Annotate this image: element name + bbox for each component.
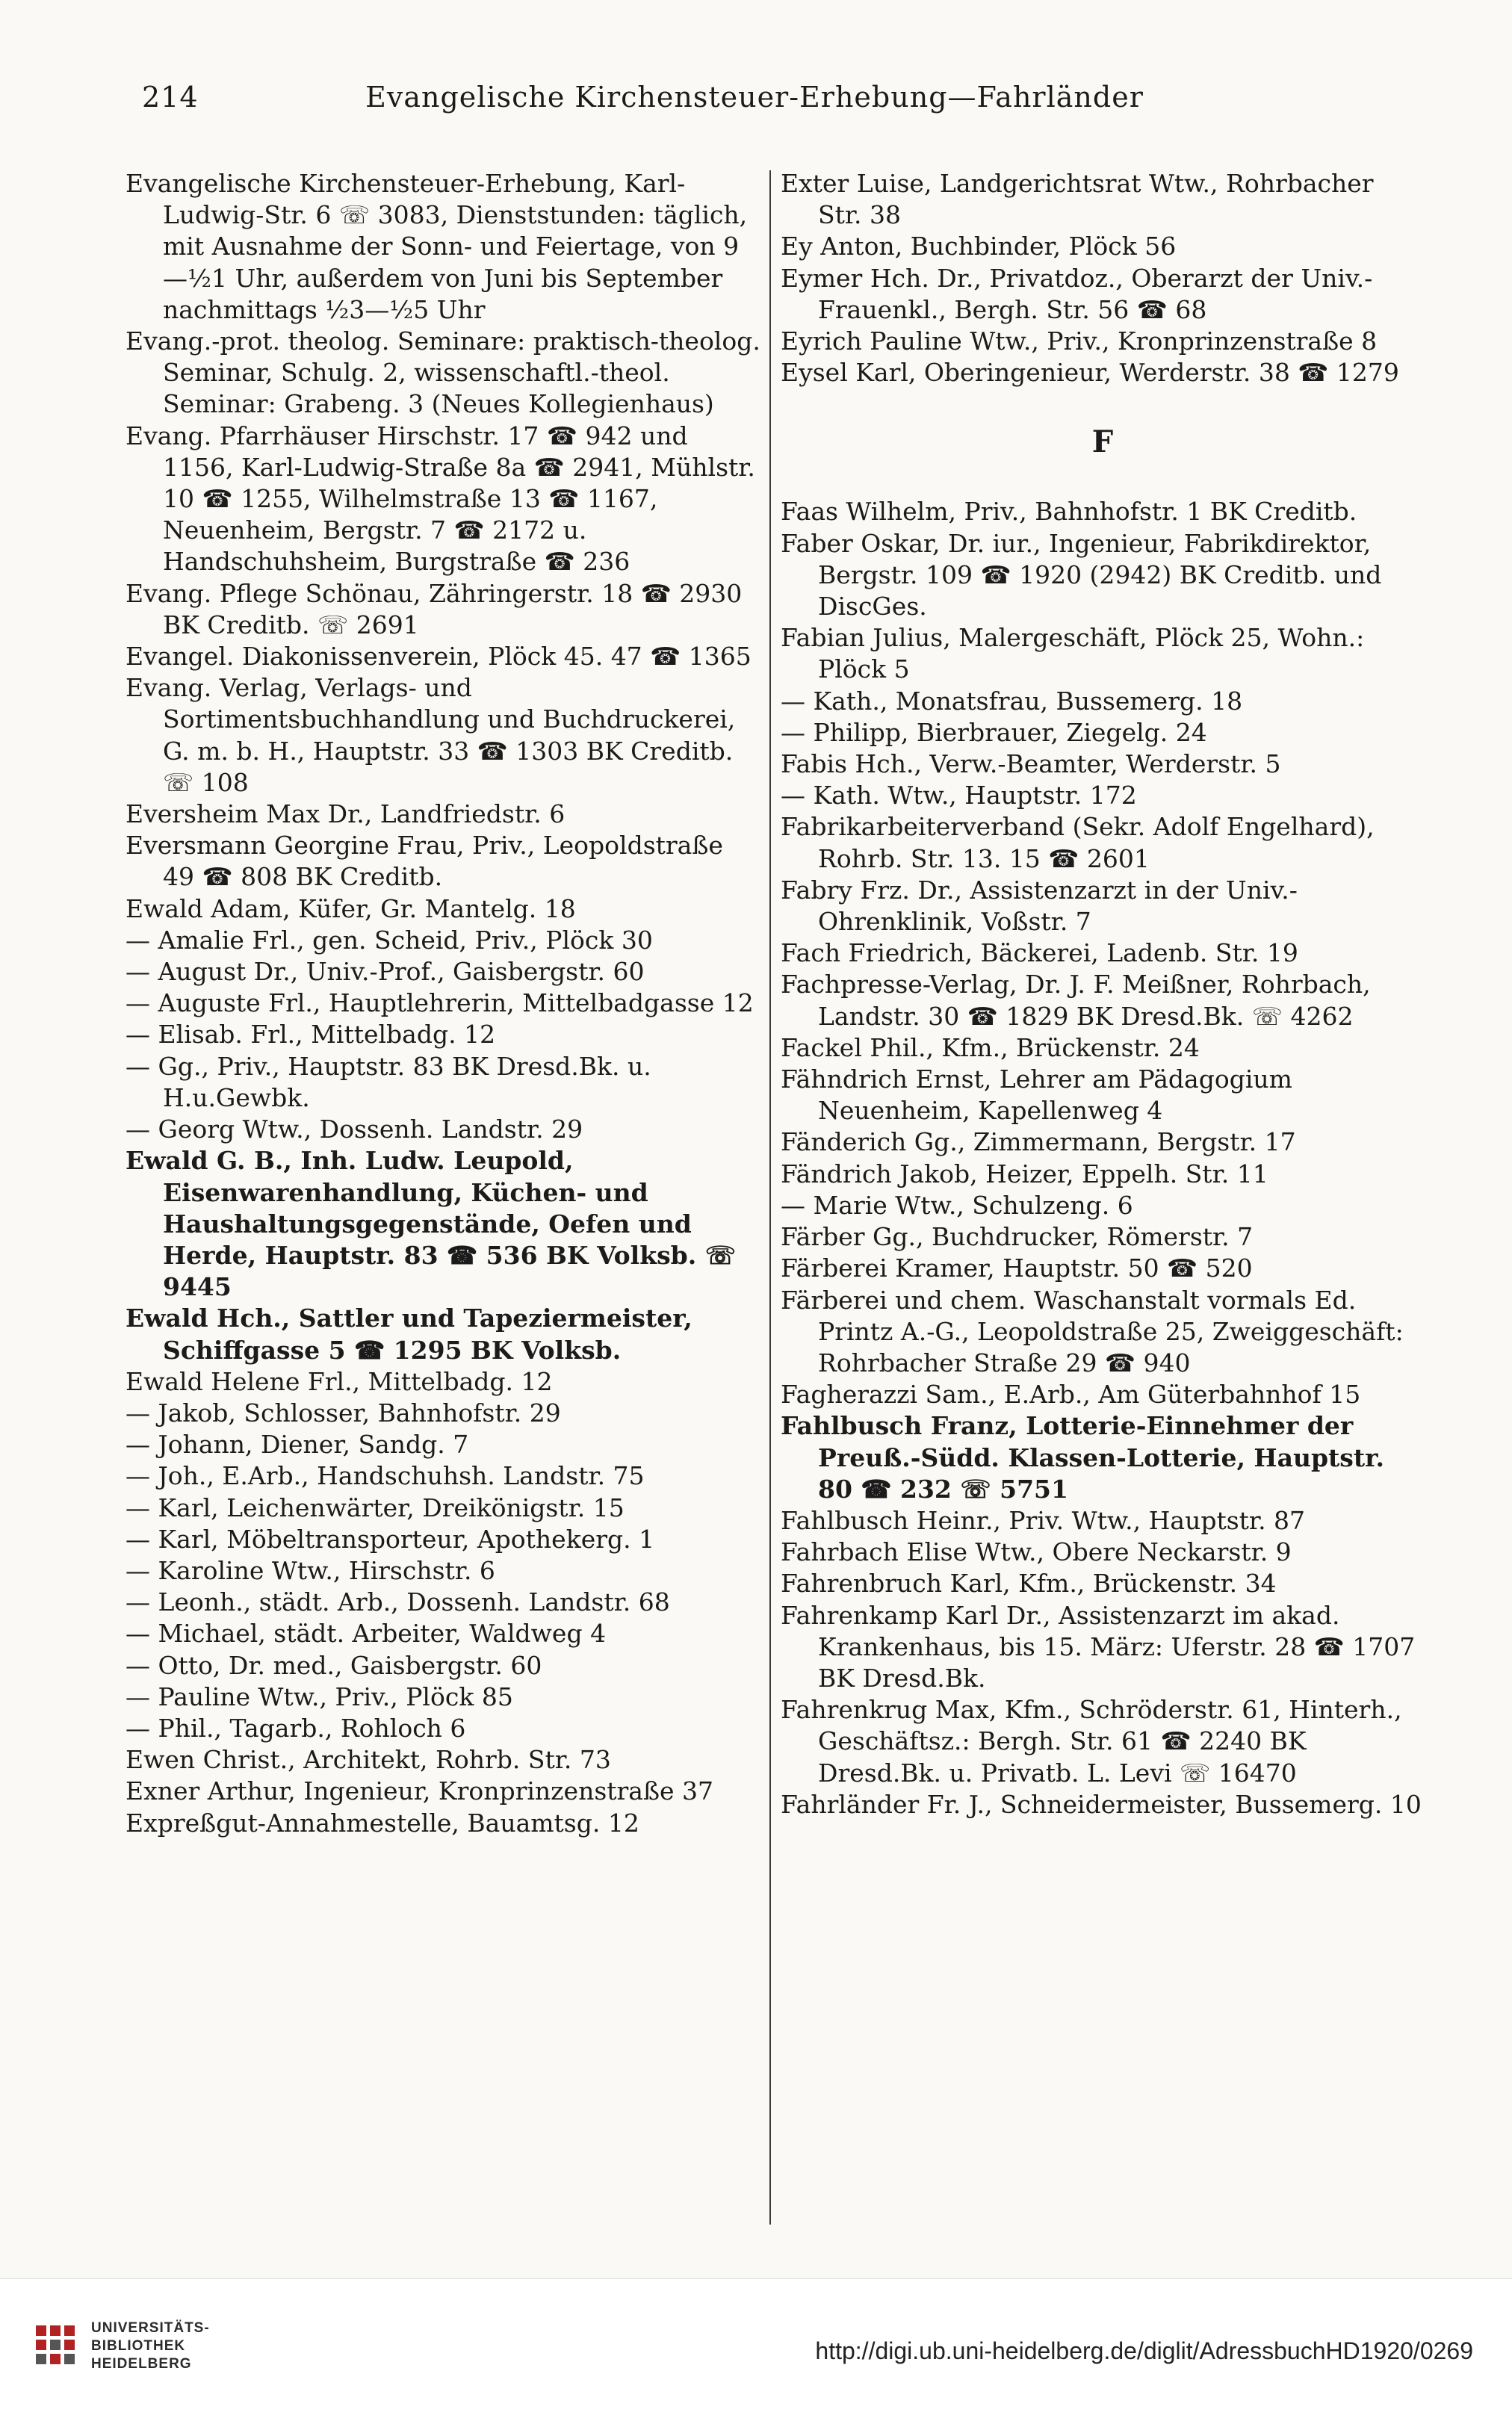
- directory-entry: — Elisab. Frl., Mittelbadg. 12: [126, 1020, 496, 1050]
- directory-entry: Evangel. Diakonissenverein, Plöck 45. 47 ☎ 1365: [126, 642, 752, 672]
- left-column: [126, 168, 760, 1839]
- directory-entry: Eyrich Pauline Wtw., Priv., Kronprinzenstraße 8: [781, 326, 1378, 356]
- directory-entry: Färberei Kramer, Hauptstr. 50 ☎ 520: [781, 1253, 1253, 1283]
- directory-entry: Evang. Verlag, Verlags- und Sortimentsbuchhandlung und Buchdruckerei, G. m. b. H., Hauptstr. 33 ☎ 1303 BK Creditb. ☏ 108: [126, 673, 736, 797]
- directory-entry: — Marie Wtw., Schulzeng. 6: [781, 1190, 1133, 1220]
- directory-entry: Fagherazzi Sam., E.Arb., Am Güterbahnhof 15: [781, 1380, 1361, 1410]
- directory-entry: — Auguste Frl., Hauptlehrerin, Mittelbadgasse 12: [126, 988, 754, 1018]
- directory-entry: Fach Friedrich, Bäckerei, Ladenb. Str. 19: [781, 938, 1298, 968]
- logo-line-3: HEIDELBERG: [91, 2356, 192, 2372]
- directory-entry: — Kath., Monatsfrau, Bussemerg. 18: [781, 686, 1243, 716]
- directory-entry: — Leonh., städt. Arb., Dossenh. Landstr. 68: [126, 1587, 670, 1617]
- directory-entry: — Phil., Tagarb., Rohloch 6: [126, 1713, 466, 1743]
- library-logo-icon: [33, 2322, 78, 2367]
- directory-entry: Fabry Frz. Dr., Assistenzarzt in der Univ.-Ohrenklinik, Voßstr. 7: [781, 875, 1298, 937]
- directory-entry: Ewald Helene Frl., Mittelbadg. 12: [126, 1366, 553, 1396]
- directory-entry: Ewald G. B., Inh. Ludw. Leupold, Eisenwarenhandlung, Küchen- und Haushaltungsgegenstände, Oefen und Herde, Hauptstr. 83 ☎ 536 BK Volksb. ☏ 9445: [126, 1146, 736, 1302]
- directory-entry: Fändrich Jakob, Heizer, Eppelh. Str. 11: [781, 1159, 1268, 1188]
- viewer-footer: [0, 2278, 1512, 2430]
- directory-entry: Fahrenkamp Karl Dr., Assistenzarzt im akad. Krankenhaus, bis 15. März: Uferstr. 28 ☎ 1707 BK Dresd.Bk.: [781, 1600, 1416, 1693]
- directory-entry: — Jakob, Schlosser, Bahnhofstr. 29: [126, 1398, 561, 1428]
- directory-entry: Fahlbusch Franz, Lotterie-Einnehmer der Preuß.-Südd. Klassen-Lotterie, Hauptstr. 80 ☎ 232 ☏ 5751: [781, 1411, 1384, 1504]
- directory-entry: Ewald Adam, Küfer, Gr. Mantelg. 18: [126, 893, 576, 923]
- directory-entry: Fabrikarbeiterverband (Sekr. Adolf Engelhard), Rohrb. Str. 13. 15 ☎ 2601: [781, 812, 1375, 873]
- directory-entry: Evang.-prot. theolog. Seminare: praktisch-theolog. Seminar, Schulg. 2, wissenschaftl.-theol. Seminar: Grabeng. 3 (Neues Kollegienhaus): [126, 326, 760, 419]
- directory-entry: — Georg Wtw., Dossenh. Landstr. 29: [126, 1115, 583, 1144]
- directory-entry: Ey Anton, Buchbinder, Plöck 56: [781, 232, 1177, 261]
- directory-entry: — Kath. Wtw., Hauptstr. 172: [781, 781, 1137, 810]
- directory-entry: Eversheim Max Dr., Landfriedstr. 6: [126, 799, 566, 829]
- section-letter: F: [1091, 424, 1114, 460]
- directory-entry: — Pauline Wtw., Priv., Plöck 85: [126, 1682, 513, 1711]
- directory-entry: Fabis Hch., Verw.-Beamter, Werderstr. 5: [781, 749, 1281, 779]
- directory-entry: — Amalie Frl., gen. Scheid, Priv., Plöck 30: [126, 925, 653, 955]
- logo-line-2: BIBLIOTHEK: [91, 2338, 186, 2354]
- directory-entry: Fachpresse-Verlag, Dr. J. F. Meißner, Rohrbach, Landstr. 30 ☎ 1829 BK Dresd.Bk. ☏ 4262: [781, 970, 1371, 1031]
- directory-entry: Fahrenbruch Karl, Kfm., Brückenstr. 34: [781, 1569, 1277, 1599]
- directory-entry: Evangelische Kirchensteuer-Erhebung, Karl-Ludwig-Str. 6 ☏ 3083, Dienststunden: täglich, mit Ausnahme der Sonn- und Feiertage, von 9—½1 Uhr, außerdem von Juni bis September nachmittags ½3—½5 Uhr: [126, 169, 748, 324]
- directory-entry: — Philipp, Bierbrauer, Ziegelg. 24: [781, 717, 1207, 747]
- directory-entry: Ewald Hch., Sattler und Tapeziermeister, Schiffgasse 5 ☎ 1295 BK Volksb.: [126, 1304, 693, 1365]
- directory-entry: Evang. Pflege Schönau, Zähringerstr. 18 ☎ 2930 BK Creditb. ☏ 2691: [126, 578, 743, 639]
- directory-entry: Fänderich Gg., Zimmermann, Bergstr. 17: [781, 1127, 1296, 1157]
- directory-entry: — August Dr., Univ.-Prof., Gaisbergstr. 60: [126, 957, 645, 987]
- library-logo-text: [91, 2319, 315, 2373]
- directory-entry: Fahlbusch Heinr., Priv. Wtw., Hauptstr. 87: [781, 1505, 1306, 1535]
- directory-entry: Exter Luise, Landgerichtsrat Wtw., Rohrbacher Str. 38: [781, 169, 1374, 230]
- directory-entry: Fahrländer Fr. J., Schneidermeister, Bussemerg. 10: [781, 1789, 1422, 1819]
- directory-entry: — Johann, Diener, Sandg. 7: [126, 1430, 469, 1460]
- right-column: [781, 168, 1425, 1820]
- directory-entry: — Otto, Dr. med., Gaisbergstr. 60: [126, 1650, 542, 1680]
- directory-entry: Eversmann Georgine Frau, Priv., Leopoldstraße 49 ☎ 808 BK Creditb.: [126, 831, 723, 892]
- directory-entry: — Gg., Priv., Hauptstr. 83 BK Dresd.Bk. u. H.u.Gewbk.: [126, 1051, 651, 1112]
- directory-entry: Evang. Pfarrhäuser Hirschstr. 17 ☎ 942 und 1156, Karl-Ludwig-Straße 8a ☎ 2941, Mühlstr. 10 ☎ 1255, Wilhelmstraße 13 ☎ 1167, Neuenheim, Bergstr. 7 ☎ 2172 u. Handschuhsheim, Burgstraße ☎ 236: [126, 421, 755, 577]
- directory-entry: Färberei und chem. Waschanstalt vormals Ed. Printz A.-G., Leopoldstraße 25, Zweiggeschäft: Rohrbacher Straße 29 ☎ 940: [781, 1285, 1404, 1377]
- directory-entry: — Karl, Möbeltransporteur, Apothekerg. 1: [126, 1524, 655, 1554]
- permalink-url[interactable]: http://digi.ub.uni-heidelberg.de/diglit/AdressbuchHD1920/0269: [815, 2337, 1473, 2364]
- directory-entry: Ewen Christ., Architekt, Rohrb. Str. 73: [126, 1745, 611, 1775]
- directory-entry: — Karoline Wtw., Hirschstr. 6: [126, 1555, 495, 1585]
- directory-entry: — Joh., E.Arb., Handschuhsh. Landstr. 75: [126, 1461, 645, 1491]
- directory-entry: Fahrbach Elise Wtw., Obere Neckarstr. 9: [781, 1537, 1292, 1567]
- page-title: Evangelische Kirchensteuer-Erhebung—Fahrländer: [365, 81, 1144, 114]
- logo-line-1: UNIVERSITÄTS-: [91, 2320, 210, 2336]
- directory-entry: — Michael, städt. Arbeiter, Waldweg 4: [126, 1619, 607, 1649]
- column-divider: [769, 170, 771, 2225]
- directory-entry: Faber Oskar, Dr. iur., Ingenieur, Fabrikdirektor, Bergstr. 109 ☎ 1920 (2942) BK Creditb. und DiscGes.: [781, 528, 1382, 622]
- directory-entry: Fähndrich Ernst, Lehrer am Pädagogium Neuenheim, Kapellenweg 4: [781, 1064, 1292, 1126]
- directory-entry: Fabian Julius, Malergeschäft, Plöck 25, Wohn.: Plöck 5: [781, 623, 1365, 684]
- directory-entry: Färber Gg., Buchdrucker, Römerstr. 7: [781, 1222, 1254, 1252]
- directory-entry: Fackel Phil., Kfm., Brückenstr. 24: [781, 1032, 1200, 1062]
- directory-entry: — Karl, Leichenwärter, Dreikönigstr. 15: [126, 1493, 625, 1522]
- directory-entry: Eysel Karl, Oberingenieur, Werderstr. 38 ☎ 1279: [781, 358, 1399, 388]
- page-header: [142, 81, 1367, 125]
- page-number: 214: [142, 81, 199, 114]
- directory-entry: Exner Arthur, Ingenieur, Kronprinzenstraße 37: [126, 1776, 714, 1806]
- directory-entry: Eymer Hch. Dr., Privatdoz., Oberarzt der Univ.-Frauenkl., Bergh. Str. 56 ☎ 68: [781, 263, 1373, 324]
- directory-entry: Expreßgut-Annahmestelle, Bauamtsg. 12: [126, 1808, 639, 1838]
- directory-entry: Fahrenkrug Max, Kfm., Schröderstr. 61, Hinterh., Geschäftsz.: Bergh. Str. 61 ☎ 2240 BK Dresd.Bk. u. Privatb. L. Levi ☏ 16470: [781, 1695, 1402, 1788]
- directory-entry: Faas Wilhelm, Priv., Bahnhofstr. 1 BK Creditb.: [781, 497, 1357, 527]
